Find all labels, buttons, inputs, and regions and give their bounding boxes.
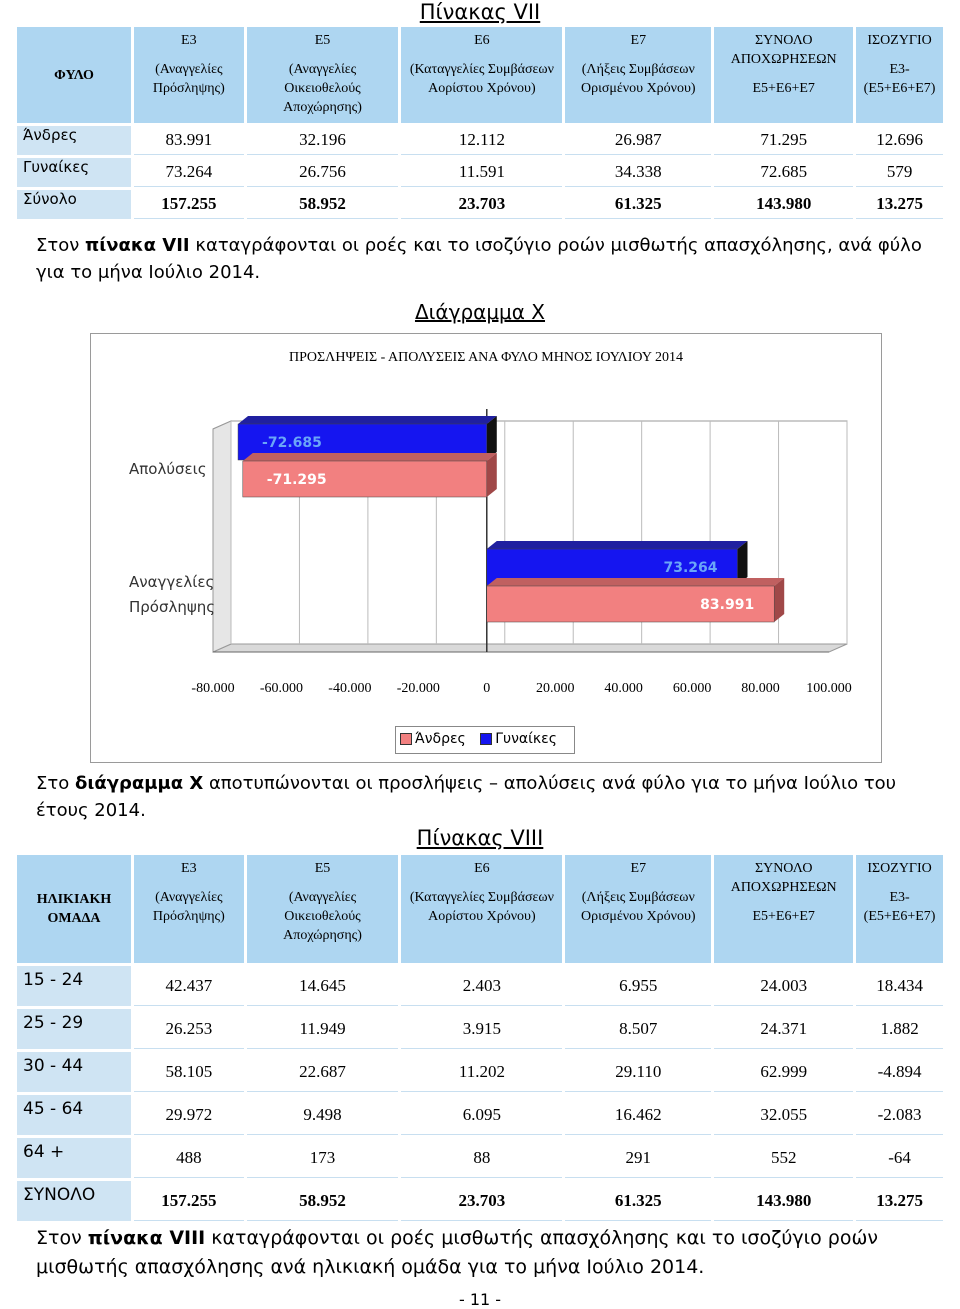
row-label: 25 - 29 bbox=[17, 1009, 131, 1049]
row-label: 30 - 44 bbox=[17, 1052, 131, 1092]
table7 bbox=[14, 24, 946, 222]
data-label-men: 83.991 bbox=[700, 597, 755, 613]
bar-top-men bbox=[243, 453, 497, 461]
y-category-label: Αναγγελίες bbox=[129, 573, 215, 591]
y-category-label: Απολύσεις bbox=[129, 460, 207, 478]
table-cell: 488 bbox=[134, 1138, 244, 1178]
header-title: Ε3 bbox=[181, 861, 197, 876]
table-cell: 1.882 bbox=[856, 1009, 943, 1049]
table-cell: 11.591 bbox=[401, 158, 562, 187]
table-cell: 13.275 bbox=[856, 190, 943, 219]
header-cell bbox=[247, 855, 399, 963]
chart-svg bbox=[91, 334, 881, 762]
paragraph-chart-description: Στο διάγραμμα Χ αποτυπώνονται οι προσλήψεις – απολύσεις ανά φύλο για το μήνα Ιούλιο του έτους 2014. bbox=[36, 773, 897, 821]
table-cell: 6.955 bbox=[565, 966, 711, 1006]
table-cell: 12.696 bbox=[856, 126, 943, 155]
table-cell: 2.403 bbox=[401, 966, 562, 1006]
table-row bbox=[17, 158, 943, 187]
table-cell: 29.110 bbox=[565, 1052, 711, 1092]
table-cell: 552 bbox=[714, 1138, 853, 1178]
header-cell bbox=[565, 27, 711, 123]
header-subtitle: (Καταγγελίες Συμβάσεων Αορίστου Χρόνου) bbox=[409, 890, 554, 924]
header-cell bbox=[17, 855, 131, 963]
table-row bbox=[17, 1095, 943, 1135]
header-title: ΣΥΝΟΛΟ ΑΠΟΧΩΡΗΣΕΩΝ bbox=[730, 33, 837, 67]
header-cell bbox=[856, 27, 943, 123]
table-cell: 88 bbox=[401, 1138, 562, 1178]
table-cell: -64 bbox=[856, 1138, 943, 1178]
table-cell: 11.949 bbox=[247, 1009, 399, 1049]
header-cell bbox=[401, 855, 562, 963]
header-cell bbox=[714, 27, 853, 123]
header-cell bbox=[401, 27, 562, 123]
table7-title: Πίνακας VII bbox=[419, 0, 541, 24]
header-subtitle: (Αναγγελίες Πρόσληψης) bbox=[152, 62, 225, 96]
table8 bbox=[14, 852, 946, 1224]
table-cell: 16.462 bbox=[565, 1095, 711, 1135]
header-cell bbox=[714, 855, 853, 963]
legend-swatch-men bbox=[400, 733, 412, 745]
legend-label-women: Γυναίκες bbox=[495, 731, 557, 747]
table-cell: 58.952 bbox=[247, 1181, 399, 1221]
x-tick-label: 40.000 bbox=[604, 681, 643, 696]
header-subtitle: (Αναγγελίες Πρόσληψης) bbox=[152, 890, 225, 924]
table-cell: 173 bbox=[247, 1138, 399, 1178]
chart-floor bbox=[213, 644, 847, 652]
header-subtitle: (Λήξεις Συμβάσεων Ορισμένου Χρόνου) bbox=[581, 890, 696, 924]
header-title: Ε3 bbox=[181, 33, 197, 48]
table-row bbox=[17, 190, 943, 219]
table-cell: 42.437 bbox=[134, 966, 244, 1006]
paragraph-table7-description: Στον πίνακα VII καταγράφονται οι ροές και το ισοζύγιο ροών μισθωτής απασχόλησης, ανά φύλο για το μήνα Ιούλιο 2014. bbox=[36, 235, 922, 283]
table-cell: -4.894 bbox=[856, 1052, 943, 1092]
table-row bbox=[17, 1009, 943, 1049]
chart-legend bbox=[395, 726, 575, 754]
table-cell: 24.371 bbox=[714, 1009, 853, 1049]
header-cell bbox=[134, 855, 244, 963]
table-cell: 22.687 bbox=[247, 1052, 399, 1092]
table-cell: 58.952 bbox=[247, 190, 399, 219]
table-row bbox=[17, 966, 943, 1006]
paragraph-table8-description: Στον πίνακα VIII καταγράφονται οι ροές μισθωτής απασχόλησης και το ισοζύγιο ροών μισθωτής απασχόλησης ανά ηλικιακή ομάδα για το μήνα Ιούλιο 2014. bbox=[36, 1227, 878, 1278]
header-subtitle: (Καταγγελίες Συμβάσεων Αορίστου Χρόνου) bbox=[409, 62, 554, 96]
table-cell: 14.645 bbox=[247, 966, 399, 1006]
header-cell bbox=[134, 27, 244, 123]
table-row bbox=[17, 1181, 943, 1221]
row-label: 64 + bbox=[17, 1138, 131, 1178]
table-cell: 8.507 bbox=[565, 1009, 711, 1049]
chart-heading: Διάγραμμα Χ bbox=[414, 300, 546, 324]
x-tick-label: 0 bbox=[483, 681, 491, 696]
table-cell: 72.685 bbox=[714, 158, 853, 187]
chart-title: ΠΡΟΣΛΗΨΕΙΣ - ΑΠΟΛΥΣΕΙΣ ΑΝΑ ΦΥΛΟ ΜΗΝΟΣ ΙΟΥΛΙΟΥ 2014 bbox=[289, 350, 683, 365]
table-cell: 26.253 bbox=[134, 1009, 244, 1049]
table-cell: 23.703 bbox=[401, 190, 562, 219]
table-cell: 32.055 bbox=[714, 1095, 853, 1135]
table-cell: 32.196 bbox=[247, 126, 399, 155]
header-title: Ε6 bbox=[474, 33, 490, 48]
table-cell: 143.980 bbox=[714, 1181, 853, 1221]
table-cell: 11.202 bbox=[401, 1052, 562, 1092]
x-tick-label: 80.000 bbox=[741, 681, 780, 696]
header-subtitle: Ε5+Ε6+Ε7 bbox=[752, 909, 815, 924]
bar-top-women bbox=[487, 541, 748, 549]
header-title: Ε7 bbox=[630, 33, 647, 48]
table-cell: 26.987 bbox=[565, 126, 711, 155]
table-cell: 143.980 bbox=[714, 190, 853, 219]
table-cell: 23.703 bbox=[401, 1181, 562, 1221]
header-subtitle: Ε5+Ε6+Ε7 bbox=[752, 81, 815, 96]
table-cell: 12.112 bbox=[401, 126, 562, 155]
header-subtitle: Ε3-(Ε5+Ε6+Ε7) bbox=[863, 62, 936, 96]
data-label-women: -72.685 bbox=[262, 435, 322, 451]
header-title: Ε7 bbox=[630, 861, 647, 876]
table-cell: 291 bbox=[565, 1138, 711, 1178]
data-label-men: -71.295 bbox=[266, 472, 327, 488]
table-cell: 157.255 bbox=[134, 190, 244, 219]
bar-top-women bbox=[238, 416, 497, 424]
header-cell bbox=[247, 27, 399, 123]
table-cell: 26.756 bbox=[247, 158, 399, 187]
table-row bbox=[17, 1138, 943, 1178]
legend-swatch-women bbox=[480, 733, 492, 745]
table-cell: 579 bbox=[856, 158, 943, 187]
table-cell: 83.991 bbox=[134, 126, 244, 155]
header-subtitle: (Αναγγελίες Οικειοθελούς Αποχώρησης) bbox=[283, 62, 362, 115]
table-cell: 73.264 bbox=[134, 158, 244, 187]
row-label: Σύνολο bbox=[17, 190, 131, 219]
row-label: 15 - 24 bbox=[17, 966, 131, 1006]
table-cell: 58.105 bbox=[134, 1052, 244, 1092]
table-cell: 62.999 bbox=[714, 1052, 853, 1092]
table-cell: 29.972 bbox=[134, 1095, 244, 1135]
page-number: - 11 - bbox=[458, 1290, 502, 1309]
y-category-label: Πρόσληψης bbox=[129, 598, 216, 616]
header-title: Ε5 bbox=[314, 861, 331, 876]
table-cell: 157.255 bbox=[134, 1181, 244, 1221]
x-tick-label: -20.000 bbox=[396, 681, 440, 696]
legend-label-men: Άνδρες bbox=[415, 731, 466, 747]
x-tick-label: -40.000 bbox=[328, 681, 372, 696]
header-title: Ε5 bbox=[314, 33, 331, 48]
table-cell: 6.095 bbox=[401, 1095, 562, 1135]
header-subtitle: (Λήξεις Συμβάσεων Ορισμένου Χρόνου) bbox=[581, 62, 696, 96]
data-label-women: 73.264 bbox=[663, 560, 718, 576]
table-cell: 61.325 bbox=[565, 190, 711, 219]
x-tick-label: 20.000 bbox=[535, 681, 575, 696]
header-title: ΙΣΟΖΥΓΙΟ bbox=[867, 33, 932, 48]
header-title: ΦΥΛΟ bbox=[54, 67, 94, 83]
table-cell: 34.338 bbox=[565, 158, 711, 187]
table-cell: 24.003 bbox=[714, 966, 853, 1006]
header-title: ΣΥΝΟΛΟ ΑΠΟΧΩΡΗΣΕΩΝ bbox=[730, 861, 837, 895]
header-title: ΗΛΙΚΙΑΚΗ ΟΜΑΔΑ bbox=[36, 892, 112, 926]
row-label: ΣΥΝΟΛΟ bbox=[17, 1181, 131, 1221]
header-subtitle: (Αναγγελίες Οικειοθελούς Αποχώρησης) bbox=[283, 890, 362, 943]
x-tick-label: -80.000 bbox=[191, 681, 235, 696]
bar-top-men bbox=[487, 578, 784, 586]
table-row bbox=[17, 1052, 943, 1092]
table-cell: 9.498 bbox=[247, 1095, 399, 1135]
header-title: ΙΣΟΖΥΓΙΟ bbox=[867, 861, 932, 876]
chart-side-wall bbox=[213, 421, 231, 652]
header-cell bbox=[856, 855, 943, 963]
header-cell bbox=[17, 27, 131, 123]
row-label: Άνδρες bbox=[17, 126, 131, 155]
table-cell: 18.434 bbox=[856, 966, 943, 1006]
header-subtitle: Ε3-(Ε5+Ε6+Ε7) bbox=[863, 890, 936, 924]
chart-container bbox=[90, 333, 882, 763]
x-tick-label: 60.000 bbox=[672, 681, 712, 696]
table-cell: 3.915 bbox=[401, 1009, 562, 1049]
row-label: Γυναίκες bbox=[17, 158, 131, 187]
header-cell bbox=[565, 855, 711, 963]
x-tick-label: -60.000 bbox=[259, 681, 304, 696]
table-cell: 13.275 bbox=[856, 1181, 943, 1221]
header-title: Ε6 bbox=[474, 861, 490, 876]
row-label: 45 - 64 bbox=[17, 1095, 131, 1135]
table-cell: -2.083 bbox=[856, 1095, 943, 1135]
table8-title: Πίνακας VIII bbox=[416, 826, 544, 850]
table-cell: 61.325 bbox=[565, 1181, 711, 1221]
table-cell: 71.295 bbox=[714, 126, 853, 155]
x-tick-label: 100.000 bbox=[806, 681, 852, 696]
table-row bbox=[17, 126, 943, 155]
